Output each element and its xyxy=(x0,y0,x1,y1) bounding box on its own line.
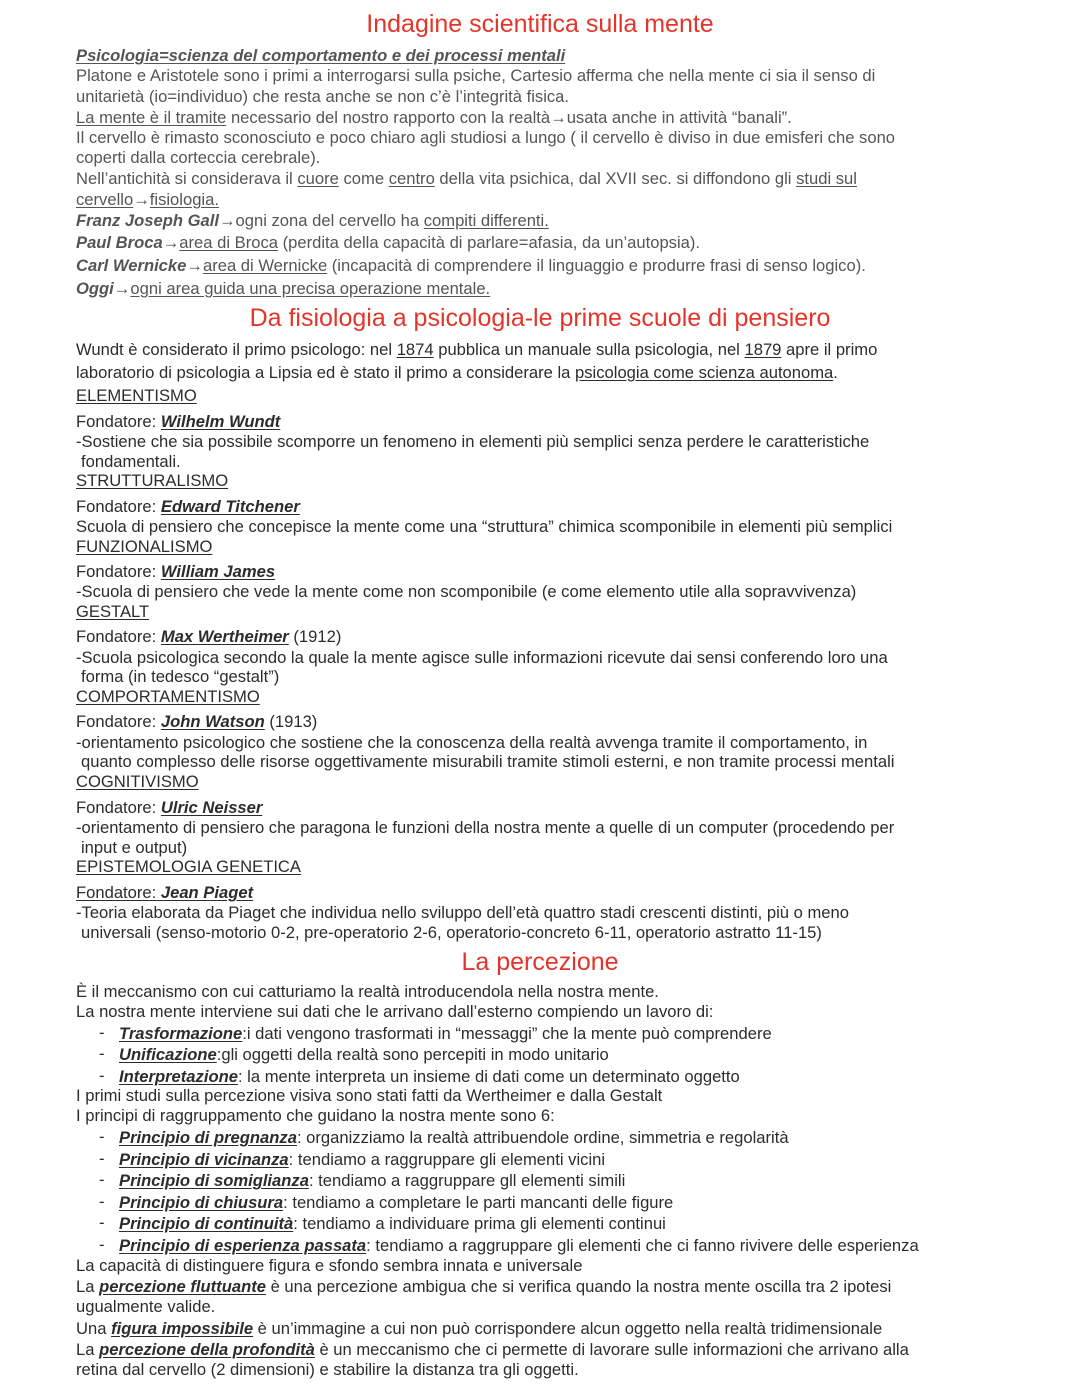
text-line: input e output) xyxy=(81,838,188,857)
text-line: cervello→fisiologia. xyxy=(76,190,219,209)
text-line: ugualmente valide. xyxy=(76,1297,216,1316)
text-line: coperti dalla corteccia cerebrale). xyxy=(76,148,321,167)
list-item: Principio di pregnanza: organizziamo la realtà attribuendole ordine, simmetria e regolarità xyxy=(119,1128,789,1147)
text-line: Paul Broca→area di Broca (perdita della capacità di parlare=afasia, da un’autopsia). xyxy=(76,233,701,252)
text-line: -orientamento di pensiero che paragona le funzioni della nostra mente a quelle di un computer (procedendo per xyxy=(76,818,895,837)
list-item: Interpretazione: la mente interpreta un insieme di dati come un determinato oggetto xyxy=(119,1067,740,1086)
text-line: I principi di raggruppamento che guidano la nostra mente sono 6: xyxy=(76,1106,555,1125)
text-line: forma (in tedesco “gestalt”) xyxy=(81,667,280,686)
text-line: quanto complesso delle risorse oggettivamente misurabili tramite stimoli esterni, e non tramite processi mentali xyxy=(81,752,895,771)
text-line: laboratorio di psicologia a Lipsia ed è stato il primo a considerare la psicologia come scienza autonoma. xyxy=(76,363,838,382)
text-line: Nell’antichità si considerava il cuore come centro della vita psichica, dal XVII sec. si diffondono gli studi sul xyxy=(76,169,857,188)
list-item: Principio di chiusura: tendiamo a completare le parti mancanti delle figure xyxy=(119,1193,674,1212)
text-line: La percezione della profondità è un meccanismo che ci permette di lavorare sulle informazioni che arrivano alla xyxy=(76,1340,909,1359)
text-line: È il meccanismo con cui catturiamo la realtà introducendola nella nostra mente. xyxy=(76,982,659,1001)
text-line: retina dal cervello (2 dimensioni) e stabilire la distanza tra gli oggetti. xyxy=(76,1360,579,1379)
bullet-dash: - xyxy=(99,1127,105,1146)
bullet-dash: - xyxy=(99,1023,105,1042)
text-line: I primi studi sulla percezione visiva sono stati fatti da Wertheimer e dalla Gestalt xyxy=(76,1086,663,1105)
text-line: unitarietà (io=individuo) che resta anche se non c’è l’integrità fisica. xyxy=(76,87,570,106)
text-line: La capacità di distinguere figura e sfondo sembra innata e universale xyxy=(76,1256,583,1275)
section-title: La percezione xyxy=(461,948,619,976)
school-heading: GESTALT xyxy=(76,602,150,621)
text-line: universali (senso-motorio 0-2, pre-operatorio 2-6, operatorio-concreto 6-11, operatorio astratto 11-15) xyxy=(81,923,822,942)
list-item: Principio di somiglianza: tendiamo a raggruppare gll elementi simili xyxy=(119,1171,626,1190)
section-title: Da fisiologia a psicologia-le prime scuole di pensiero xyxy=(249,304,831,332)
text-line: La percezione fluttuante è una percezione ambigua che si verifica quando la nostra mente oscilla tra 2 ipotesi xyxy=(76,1277,892,1296)
school-heading: COGNITIVISMO xyxy=(76,772,199,791)
text-line: -Sostiene che sia possibile scomporre un fenomeno in elementi più semplici senza perdere le caratteristiche xyxy=(76,432,870,451)
bullet-dash: - xyxy=(99,1213,105,1232)
text-line: Il cervello è rimasto sconosciuto e poco chiaro agli studiosi a lungo ( il cervello è diviso in due emisferi che sono xyxy=(76,128,896,147)
text-line: Wundt è considerato il primo psicologo: nel 1874 pubblica un manuale sulla psicologia, nel 1879 apre il primo xyxy=(76,340,878,359)
text-line: Psicologia=scienza del comportamento e dei processi mentali xyxy=(76,46,566,65)
text-line: Una figura impossibile è un’immagine a cui non può corrispondere alcun oggetto nella realtà tridimensionale xyxy=(76,1319,883,1338)
text-line: Fondatore: John Watson (1913) xyxy=(76,712,318,731)
school-heading: STRUTTURALISMO xyxy=(76,471,229,490)
text-line: Oggi→ogni area guida una precisa operazione mentale. xyxy=(76,279,491,298)
text-line: -Teoria elaborata da Piaget che individua nello sviluppo dell’età quattro stadi crescenti distinti, più o meno xyxy=(76,903,849,922)
text-line: Fondatore: Ulric Neisser xyxy=(76,798,263,817)
text-line: Carl Wernicke→area di Wernicke (incapacità di comprendere il linguaggio e produrre frasi di senso logico). xyxy=(76,256,866,275)
bullet-dash: - xyxy=(99,1044,105,1063)
bullet-dash: - xyxy=(99,1149,105,1168)
text-line: fondamentali. xyxy=(81,452,181,471)
school-heading: EPISTEMOLOGIA GENETICA xyxy=(76,857,301,876)
list-item: Principio di continuità: tendiamo a individuare prima gli elementi continui xyxy=(119,1214,666,1233)
text-line: Fondatore: William James xyxy=(76,562,276,581)
text-line: Fondatore: Edward Titchener xyxy=(76,497,300,516)
school-heading: ELEMENTISMO xyxy=(76,386,197,405)
text-line: -orientamento psicologico che sostiene che la conoscenza della realtà avvenga tramite il comportamento, in xyxy=(76,733,868,752)
school-heading: FUNZIONALISMO xyxy=(76,537,213,556)
text-line: La nostra mente interviene sui dati che le arrivano dall’esterno compiendo un lavoro di: xyxy=(76,1002,714,1021)
bullet-dash: - xyxy=(99,1170,105,1189)
text-line: Franz Joseph Gall→ogni zona del cervello ha compiti differenti. xyxy=(76,211,549,230)
text-line: Platone e Aristotele sono i primi a interrogarsi sulla psiche, Cartesio afferma che nella mente ci sia il senso di xyxy=(76,66,876,85)
text-line: Fondatore: Max Wertheimer (1912) xyxy=(76,627,342,646)
bullet-dash: - xyxy=(99,1066,105,1085)
text-line: -Scuola psicologica secondo la quale la mente agisce sulle informazioni ricevute dai sensi conferendo loro una xyxy=(76,648,888,667)
list-item: Principio di vicinanza: tendiamo a raggruppare gli elementi vicini xyxy=(119,1150,606,1169)
list-item: Unificazione:gli oggetti della realtà sono percepiti in modo unitario xyxy=(119,1045,609,1064)
section-title: Indagine scientifica sulla mente xyxy=(366,10,714,38)
list-item: Principio di esperienza passata: tendiamo a raggruppare gli elementi che ci fanno rivivere delle esperienza xyxy=(119,1236,919,1255)
list-item: Trasformazione:i dati vengono trasformati in “messaggi” che la mente può comprendere xyxy=(119,1024,772,1043)
text-line: Fondatore: Jean Piaget xyxy=(76,883,254,902)
bullet-dash: - xyxy=(99,1235,105,1254)
bullet-dash: - xyxy=(99,1192,105,1211)
text-line: Fondatore: Wilhelm Wundt xyxy=(76,412,281,431)
text-line: -Scuola di pensiero che vede la mente come non scomponibile (e come elemento utile alla sopravvivenza) xyxy=(76,582,857,601)
text-line: Scuola di pensiero che concepisce la mente come una “struttura” chimica scomponibile in elementi più semplici xyxy=(76,517,893,536)
school-heading: COMPORTAMENTISMO xyxy=(76,687,260,706)
text-line: La mente è il tramite necessario del nostro rapporto con la realtà→usata anche in attività “banali”. xyxy=(76,108,792,127)
